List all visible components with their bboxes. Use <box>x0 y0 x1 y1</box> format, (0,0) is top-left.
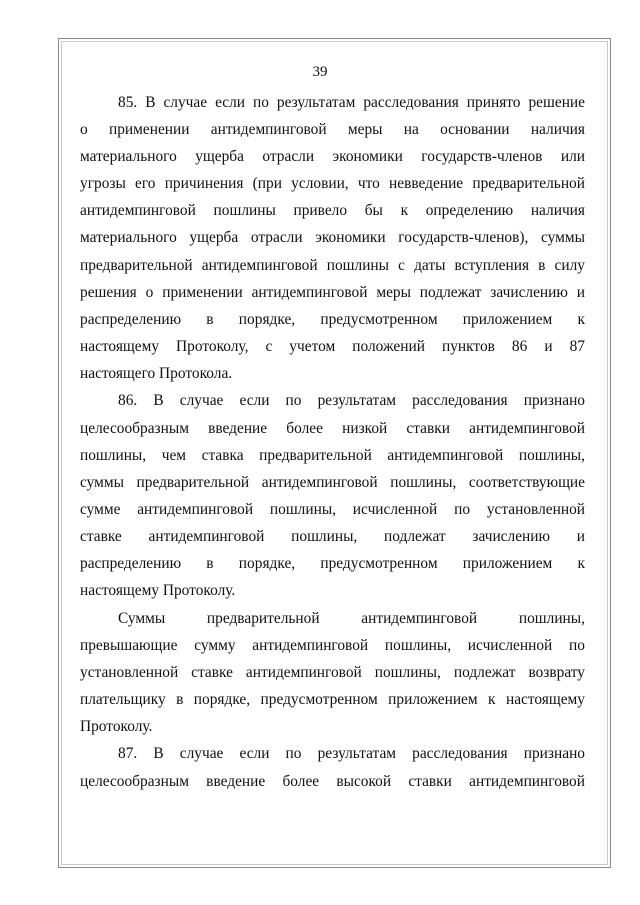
paragraph-85 <box>80 89 585 387</box>
text-line: настоящему Протоколу, с учетом положений пунктов 86 и 87 <box>80 337 585 355</box>
text-line: 87. В случае если по результатам расследования признано <box>118 745 585 763</box>
text-line: угрозы его причинения (при условии, что невведение предварительной <box>80 175 585 193</box>
document-body <box>80 89 585 795</box>
paragraph-86 <box>80 387 585 604</box>
paragraph-86-cont <box>80 605 585 740</box>
text-line: материального ущерба отрасли экономики государств-членов или <box>80 148 585 166</box>
page-number: 39 <box>312 64 328 80</box>
text-line: материального ущерба отрасли экономики государств-членов), суммы <box>80 229 585 247</box>
text-line: о применении антидемпинговой меры на основании наличия <box>80 121 585 139</box>
text-line: целесообразным введение более высокой ставки антидемпинговой <box>80 772 585 790</box>
text-line: Протоколу. <box>80 717 153 735</box>
text-line: настоящего Протокола. <box>80 364 233 382</box>
text-line: распределению в порядке, предусмотренном приложением к <box>80 554 585 572</box>
text-line: ставке антидемпинговой пошлины, подлежат зачислению и <box>80 527 585 545</box>
text-line: установленной ставке антидемпинговой пошлины, подлежат возврату <box>80 663 585 681</box>
text-line: решения о применении антидемпинговой меры подлежат зачислению и <box>80 283 585 301</box>
text-line: антидемпинговой пошлины привело бы к определению наличия <box>80 202 585 220</box>
text-line: превышающие сумму антидемпинговой пошлины, исчисленной по <box>80 636 585 654</box>
text-line: сумме антидемпинговой пошлины, исчисленной по установленной <box>80 500 585 518</box>
text-line: настоящему Протоколу. <box>80 582 236 600</box>
text-line: суммы предварительной антидемпинговой пошлины, соответствующие <box>80 473 585 491</box>
text-line: 85. В случае если по результатам расследования принято решение <box>118 94 585 111</box>
text-line: Суммы предварительной антидемпинговой пошлины, <box>118 609 585 627</box>
text-line: распределению в порядке, предусмотренном приложением к <box>80 310 585 328</box>
text-line: плательщику в порядке, предусмотренном приложением к настоящему <box>80 690 585 708</box>
text-line: пошлины, чем ставка предварительной антидемпинговой пошлины, <box>80 446 585 464</box>
text-line: 86. В случае если по результатам расследования признано <box>118 392 585 410</box>
text-line: предварительной антидемпинговой пошлины с даты вступления в силу <box>80 256 585 274</box>
text-line: целесообразным введение более низкой ставки антидемпинговой <box>80 419 585 437</box>
paragraph-87 <box>80 740 585 794</box>
